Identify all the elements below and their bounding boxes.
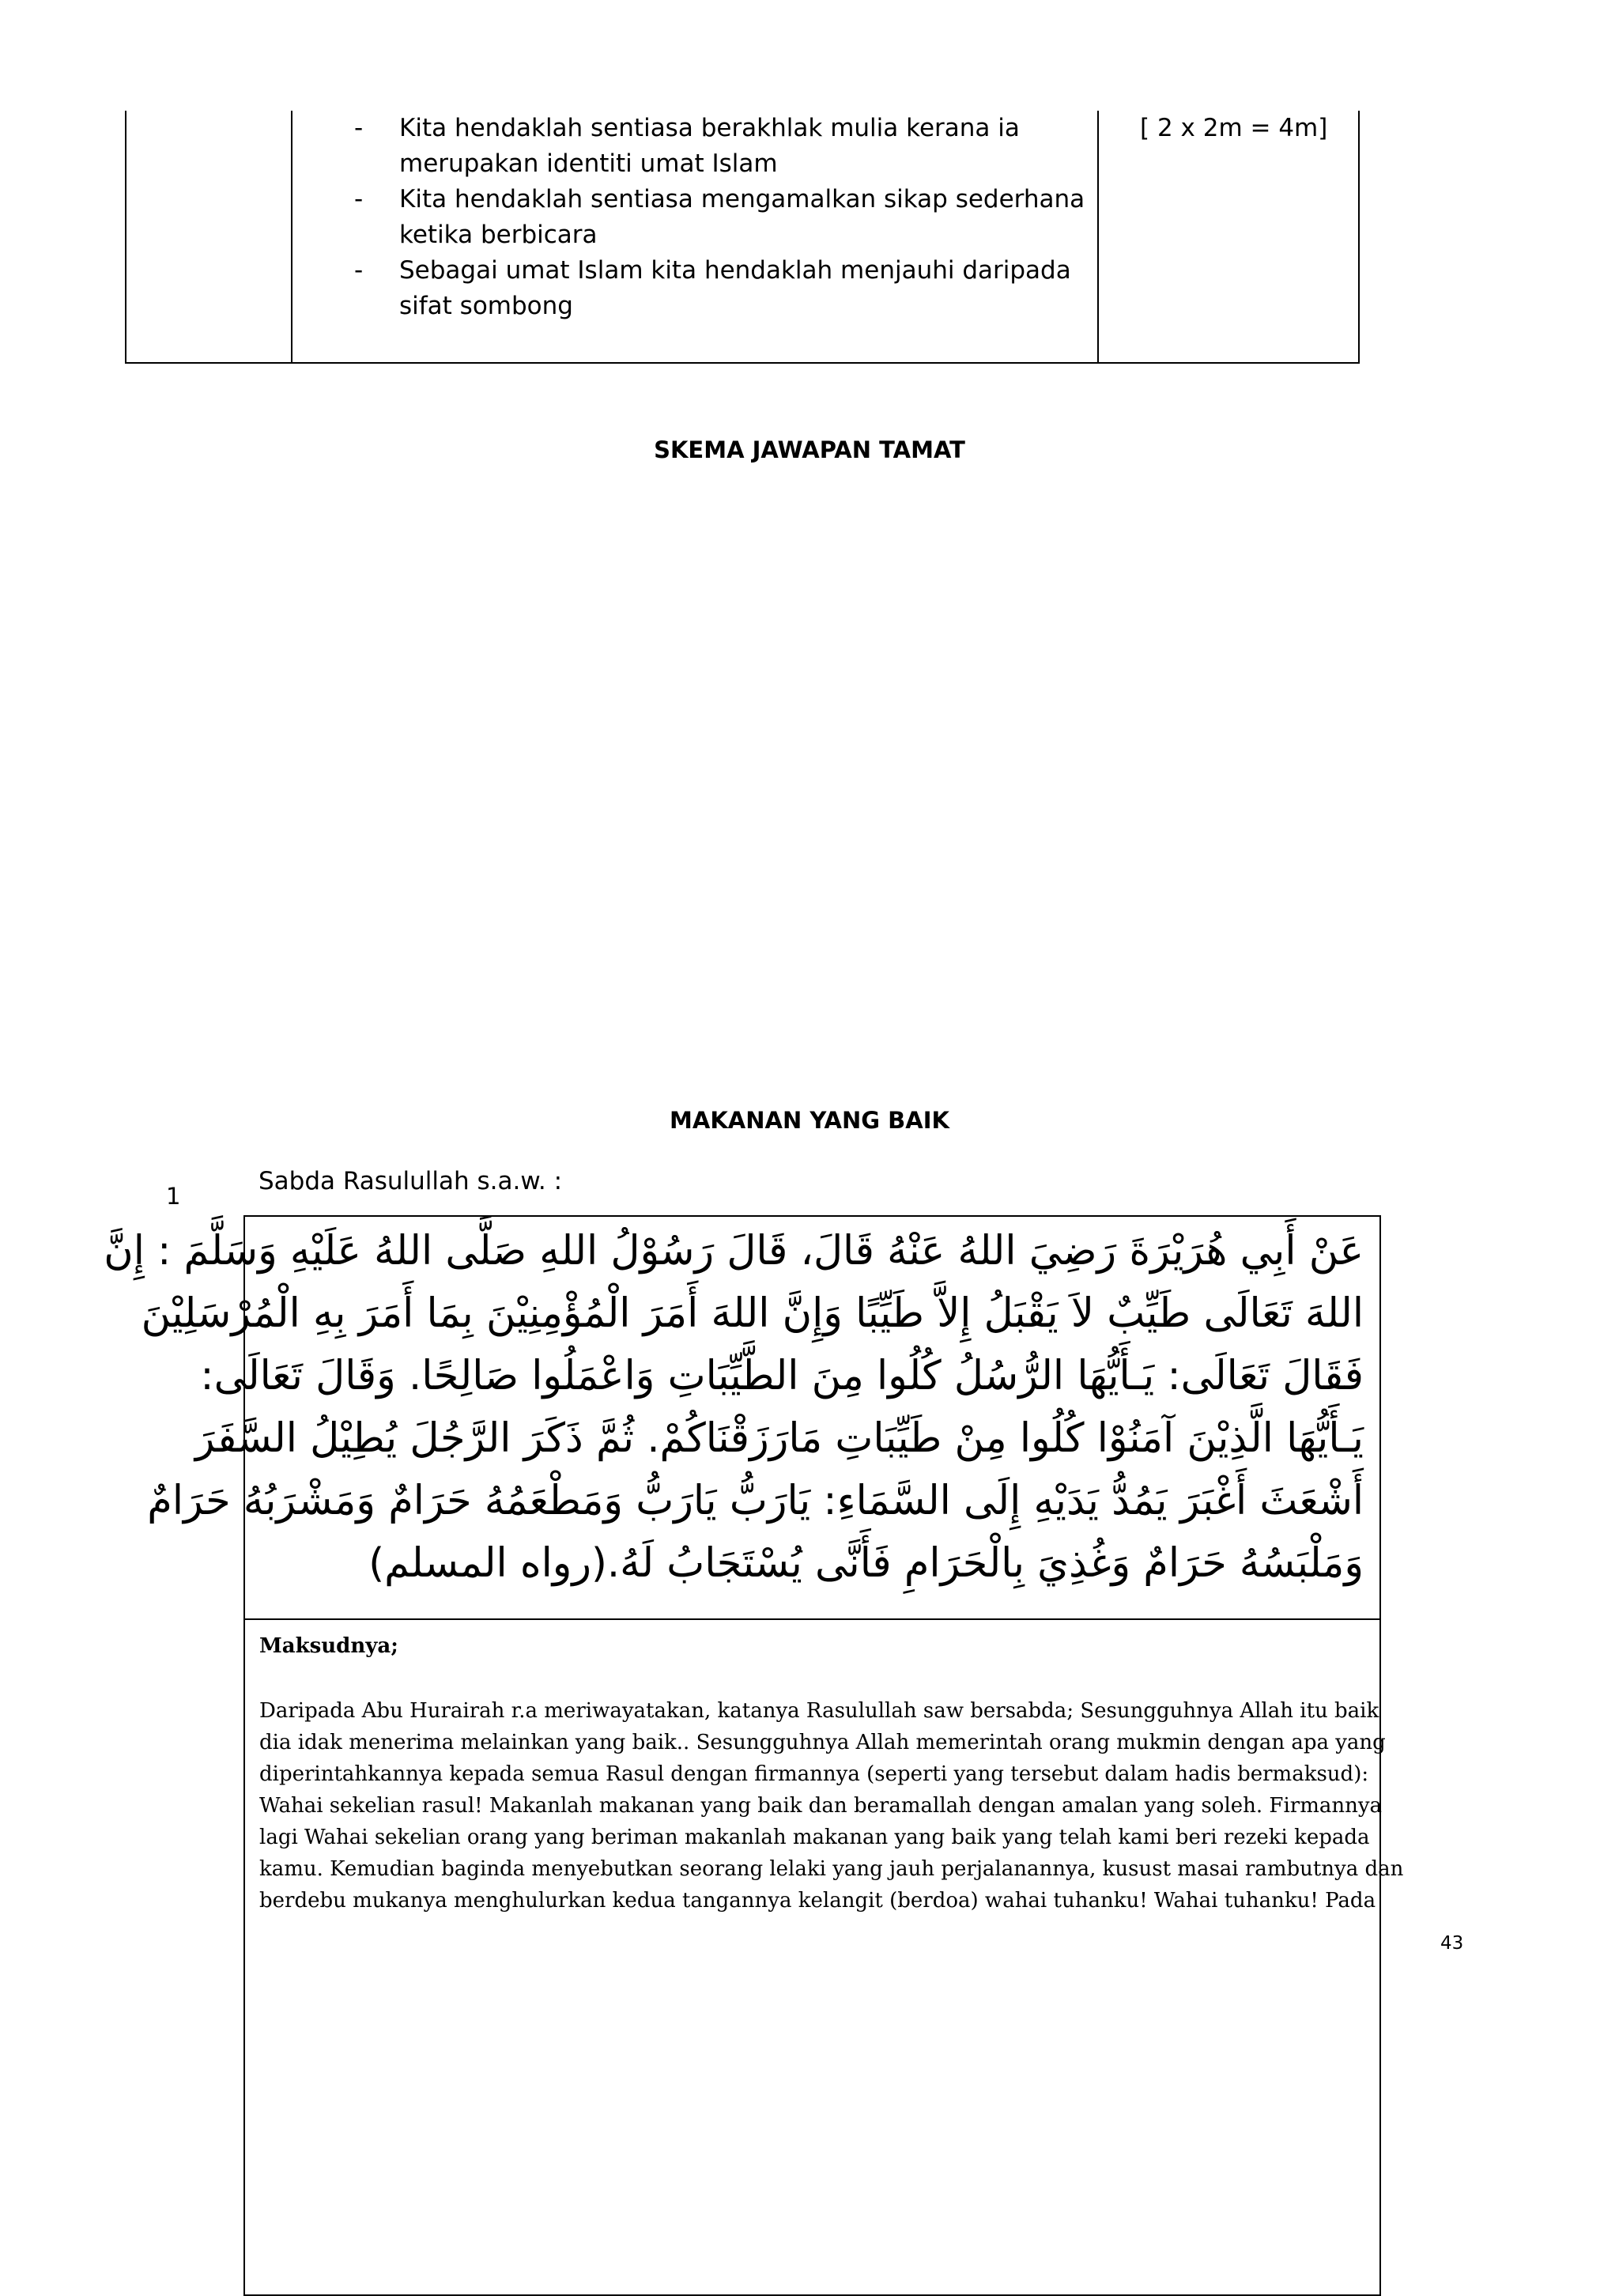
list-item-line: ketika berbicara xyxy=(399,221,598,249)
table-column-divider xyxy=(291,111,292,362)
page-number: 43 xyxy=(1440,1933,1464,1954)
marks-allocation: [ 2 x 2m = 4m] xyxy=(1140,114,1328,142)
end-of-scheme-heading: SKEMA JAWAPAN TAMAT xyxy=(654,436,965,463)
answer-table xyxy=(125,111,1360,364)
question-intro: Sabda Rasulullah s.a.w. : xyxy=(259,1167,563,1195)
box-divider xyxy=(245,1618,1379,1620)
meaning-title: Maksudnya; xyxy=(259,1634,398,1658)
table-column-divider xyxy=(1097,111,1099,362)
list-item-line: merupakan identiti umat Islam xyxy=(399,149,778,178)
section-title: MAKANAN YANG BAIK xyxy=(670,1107,949,1134)
meaning-line: diperintahkannya kepada semua Rasul dengan firmannya (seperti yang tersebut dalam hadis bermaksud): xyxy=(259,1762,1369,1786)
arabic-line: يَـأَيُّهَا الَّذِيْنَ آمَنُوْا كُلُوا مِنْ طَيِّبَاتِ مَارَزَقْنَاكُمْ. ثُمَّ ذَكَرَ الرَّجُلَ يُطِيْلُ السَّفَرَ xyxy=(194,1415,1364,1462)
arabic-line: وَمَلْبَسُهُ حَرَامٌ وَغُذِيَ بِالْحَرَامِ فَأَنَّى يُسْتَجَابُ لَهُ.(رواه المسلم) xyxy=(368,1540,1364,1587)
meaning-line: kamu. Kemudian baginda menyebutkan seorang lelaki yang jauh perjalanannya, kusust masai rambutnya dan xyxy=(259,1857,1404,1881)
meaning-line: dia idak menerima melainkan yang baik.. Sesungguhnya Allah memerintah orang mukmin dengan apa yang xyxy=(259,1731,1386,1754)
list-item-line: sifat sombong xyxy=(399,292,573,320)
bullet-dash: - xyxy=(354,185,364,213)
arabic-line: عَنْ أَبِي هُرَيْرَةَ رَضِيَ اللهُ عَنْهُ قَالَ، قَالَ رَسُوْلُ اللهِ صَلَّى اللهُ عَلَيْهِ وَسَلَّمَ : إِنَّ xyxy=(104,1228,1364,1275)
arabic-line: فَقَالَ تَعَالَى: يَـأَيُّهَا الرُّسُلُ كُلُوا مِنَ الطَّيِّبَاتِ وَاعْمَلُوا صَالِحًا. وَقَالَ تَعَالَى: xyxy=(200,1353,1364,1399)
meaning-line: Daripada Abu Hurairah r.a meriwayatakan, katanya Rasulullah saw bersabda; Sesungguhnya Allah itu baik xyxy=(259,1699,1379,1723)
hadith-box xyxy=(104,1215,1404,2296)
arabic-hadith xyxy=(104,1220,1364,1615)
bullet-dash: - xyxy=(354,114,364,142)
meaning-line: berdebu mukanya menghulurkan kedua tangannya kelangit (berdoa) wahai tuhanku! Wahai tuhanku! Pada xyxy=(259,1889,1376,1913)
list-item-line: Kita hendaklah sentiasa mengamalkan sikap sederhana xyxy=(399,185,1085,213)
meaning-line: Wahai sekelian rasul! Makanlah makanan yang baik dan beramallah dengan amalan yang soleh. Firmannya xyxy=(259,1794,1383,1818)
meaning-line: lagi Wahai sekelian orang yang beriman makanlah makanan yang baik yang telah kami beri rezeki kepada xyxy=(259,1826,1370,1849)
bullet-dash: - xyxy=(354,256,364,285)
arabic-line: اللهَ تَعَالَى طَيِّبٌ لاَ يَقْبَلُ إِلاَّ طَيِّبًا وَإِنَّ اللهَ أَمَرَ الْمُؤْمِنِيْنَ بِمَا أَمَرَ بِهِ الْمُرْسَلِيْنَ xyxy=(141,1290,1364,1337)
arabic-line: أَشْعَثَ أَغْبَرَ يَمُدُّ يَدَيْهِ إِلَى السَّمَاءِ: يَارَبُّ يَارَبُّ وَمَطْعَمُهُ حَرَامٌ وَمَشْرَبُهُ حَرَامٌ xyxy=(147,1478,1364,1524)
list-item-line: Kita hendaklah sentiasa berakhlak mulia kerana ia xyxy=(399,114,1020,142)
meaning-text xyxy=(259,1695,1404,1916)
question-number: 1 xyxy=(166,1183,181,1210)
list-item-line: Sebagai umat Islam kita hendaklah menjauhi daripada xyxy=(399,256,1071,285)
